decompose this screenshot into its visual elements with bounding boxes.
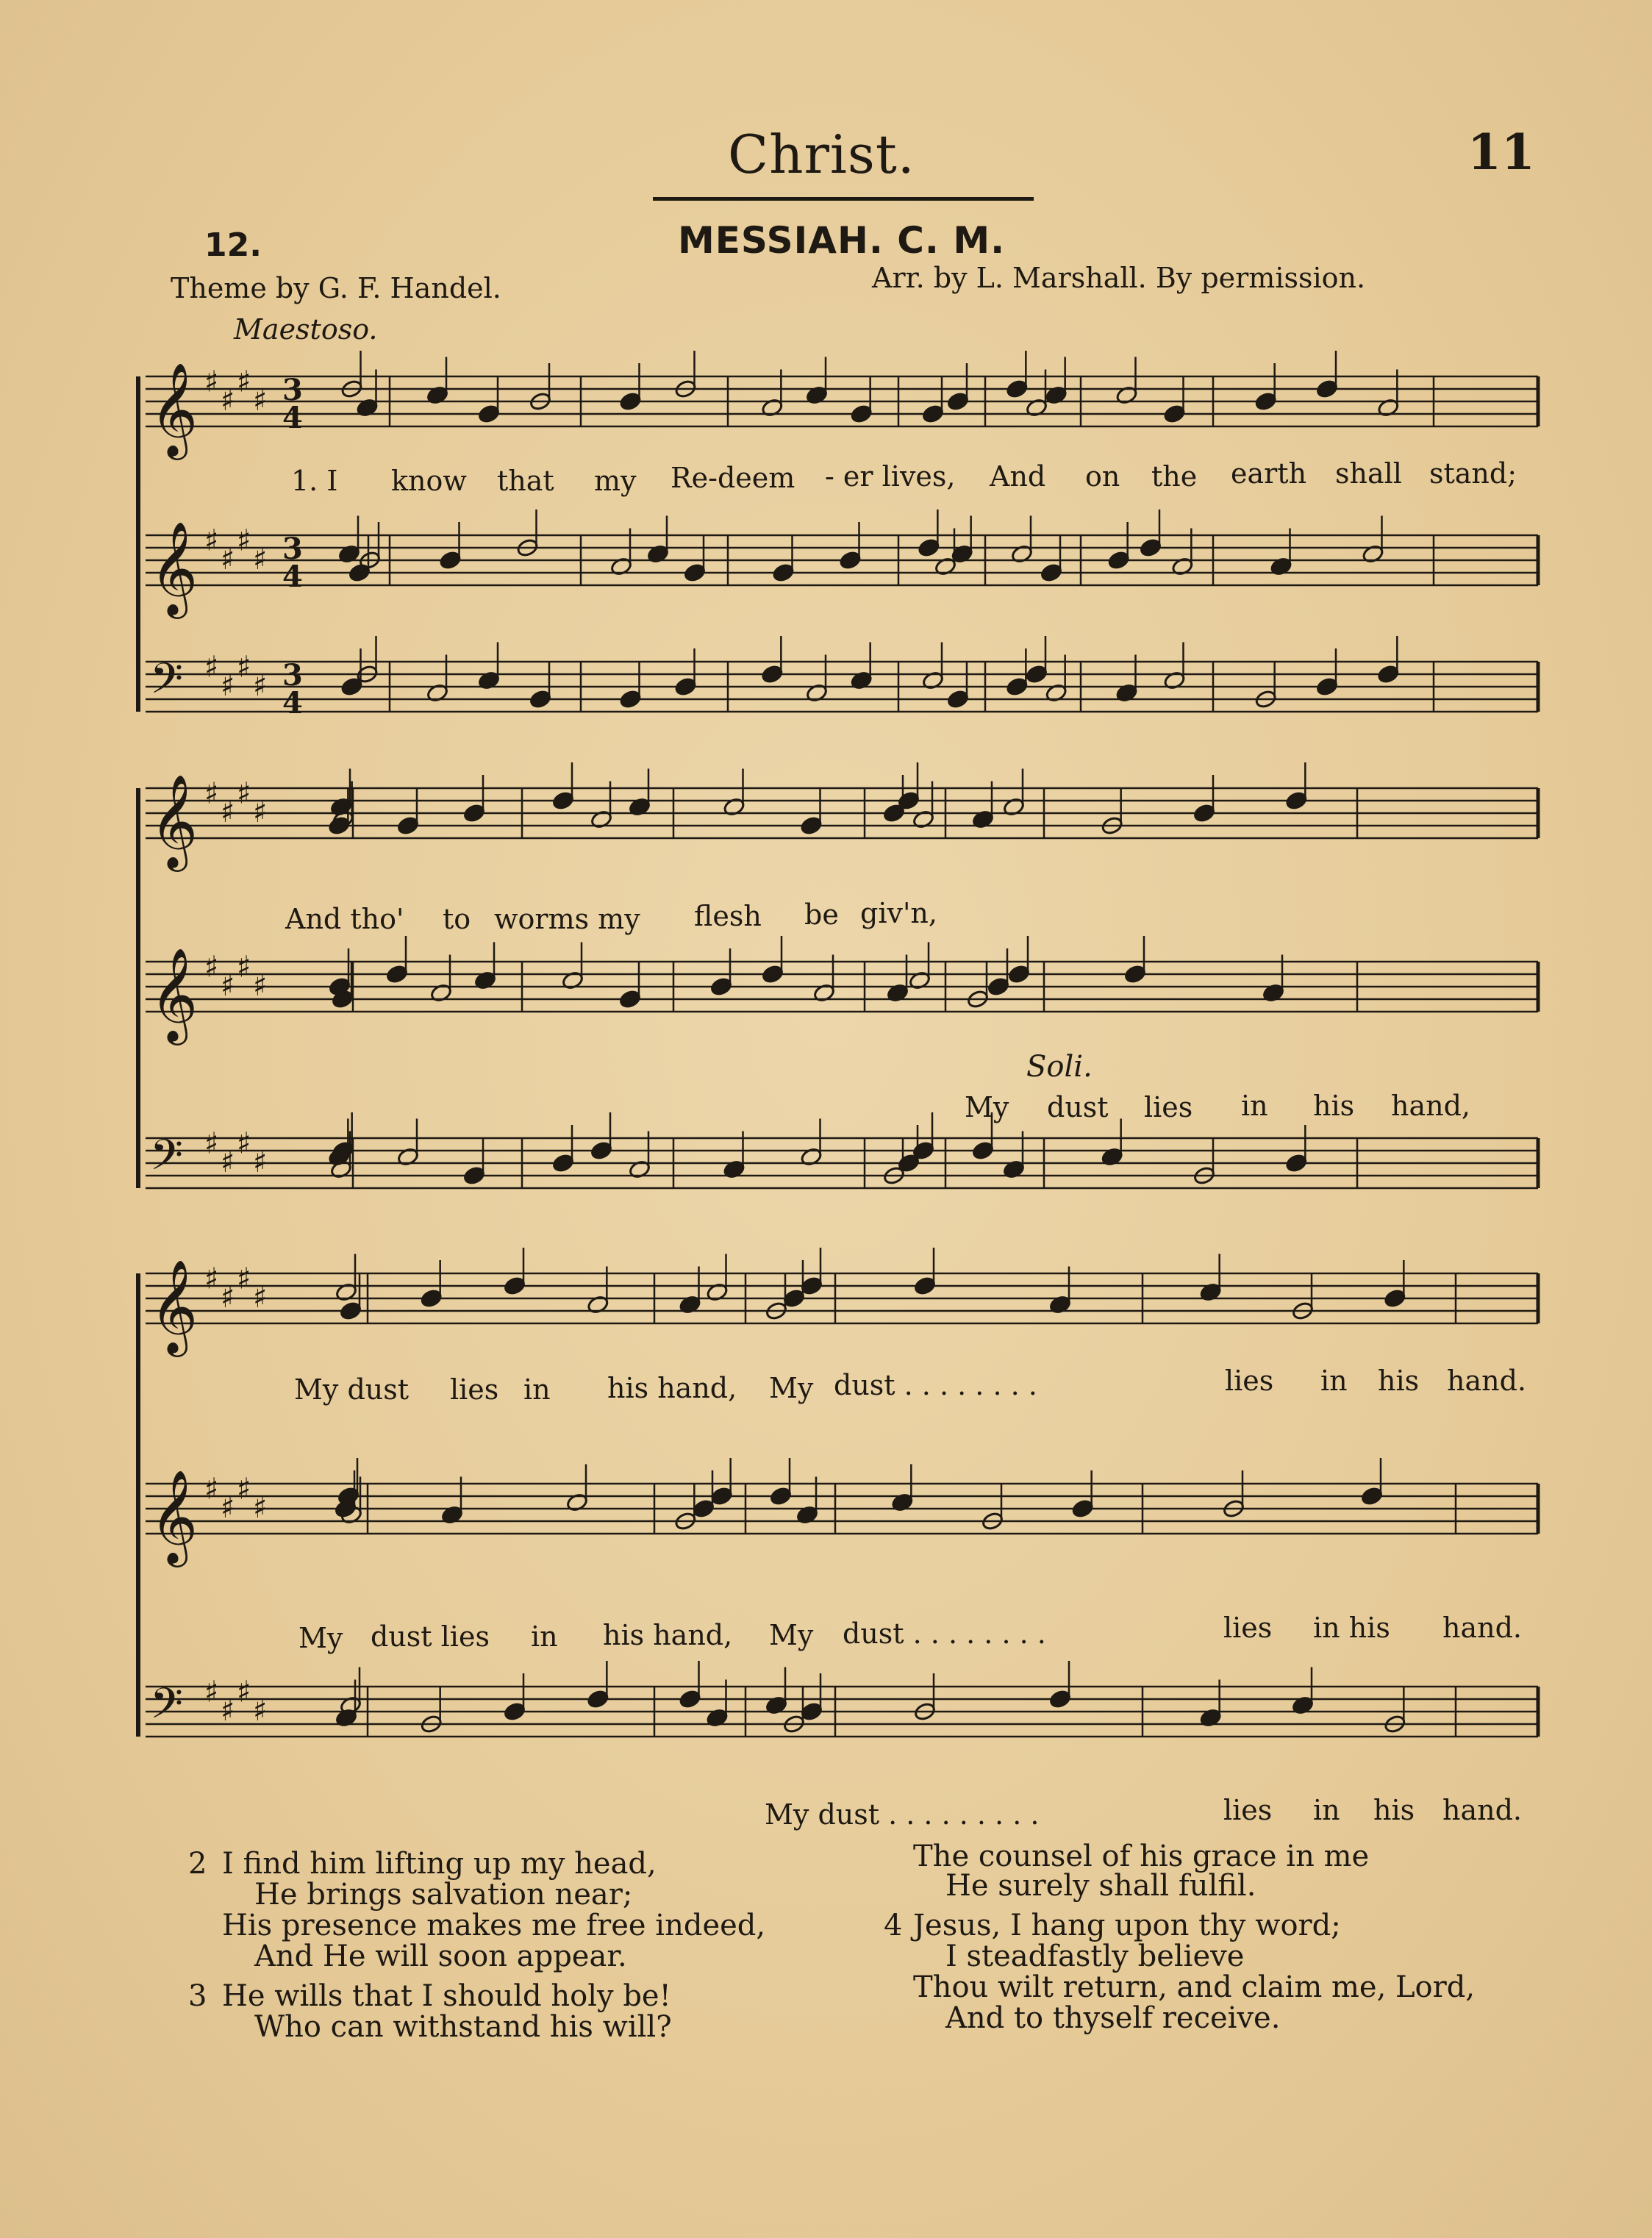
time-signature-bottom: 4 <box>282 686 303 721</box>
verse-number: 4 <box>884 1909 903 1942</box>
sharp-sign: ♯ <box>253 669 268 703</box>
lyric-word: be <box>804 898 839 931</box>
verse-line: Who can withstand his will? <box>254 2010 672 2044</box>
lyric-word: the <box>1151 460 1198 493</box>
lyric-word: his <box>1373 1794 1415 1826</box>
section-title: Christ. <box>728 124 915 185</box>
sharp-sign: ♯ <box>237 1675 251 1709</box>
sharp-sign: ♯ <box>253 384 268 418</box>
sharp-sign: ♯ <box>204 1472 219 1506</box>
lyric-word: flesh <box>694 900 762 932</box>
sharp-sign: ♯ <box>204 1675 219 1709</box>
sharp-sign: ♯ <box>237 650 251 684</box>
hymn-title: MESSIAH. C. M. <box>678 219 1006 262</box>
lyric-word: hand. <box>1442 1794 1523 1826</box>
time-signature-top: 3 <box>282 532 303 566</box>
sharp-sign: ♯ <box>237 523 251 558</box>
verse-line: And to thyself receive. <box>945 2001 1281 2035</box>
lyric-word: his <box>1313 1090 1355 1122</box>
lyric-word: dust <box>1047 1091 1109 1123</box>
sharp-sign: ♯ <box>204 365 219 399</box>
bass-clef: 𝄢 <box>150 654 184 714</box>
lyric-word: 1. I <box>291 465 338 497</box>
lyric-word: And tho' <box>285 903 404 935</box>
verse-line: He wills that I should holy be! <box>222 1979 671 2013</box>
sharp-sign: ♯ <box>221 1145 235 1179</box>
lyric-word: lies <box>1223 1794 1273 1826</box>
sharp-sign: ♯ <box>221 1491 235 1525</box>
lyric-word: My dust . . . . . . . . . <box>765 1798 1040 1831</box>
lyric-word: dust . . . . . . . . <box>834 1369 1037 1401</box>
sharp-sign: ♯ <box>204 523 219 558</box>
treble-clef: 𝄞 <box>150 773 199 868</box>
sharp-sign: ♯ <box>221 384 235 418</box>
lyric-word: lies <box>1223 1612 1273 1644</box>
lyric-word: his hand, <box>607 1372 737 1404</box>
sharp-sign: ♯ <box>253 1145 268 1179</box>
sharp-sign: ♯ <box>221 1281 235 1315</box>
lyric-word: his <box>1378 1365 1420 1397</box>
sharp-sign: ♯ <box>204 776 219 811</box>
lyric-word: My <box>298 1622 343 1654</box>
lyric-word: hand. <box>1442 1612 1523 1644</box>
sharp-sign: ♯ <box>221 543 235 576</box>
verse-number: 2 <box>188 1847 207 1881</box>
lyric-word: earth <box>1231 457 1307 490</box>
lyric-word: to <box>443 903 471 935</box>
verse-line: The counsel of his grace in me <box>913 1840 1370 1873</box>
lyric-word: know <box>391 465 467 497</box>
sharp-sign: ♯ <box>253 1491 268 1525</box>
lyric-word: in <box>1313 1794 1340 1826</box>
lyric-word: on <box>1085 460 1120 493</box>
sharp-sign: ♯ <box>253 1281 268 1315</box>
lyric-word: And <box>990 460 1046 493</box>
lyric-word: lies <box>1225 1365 1274 1397</box>
sharp-sign: ♯ <box>237 776 251 811</box>
verse-line: Jesus, I hang upon thy word; <box>913 1909 1341 1942</box>
sharp-sign: ♯ <box>237 1126 251 1161</box>
time-signature-top: 3 <box>282 658 303 693</box>
verse-line: I steadfastly believe <box>945 1940 1245 1973</box>
lyric-word: my <box>594 465 637 497</box>
bass-clef: 𝄢 <box>150 1678 184 1739</box>
sharp-sign: ♯ <box>237 365 251 399</box>
verse-line: I find him lifting up my head, <box>222 1847 657 1881</box>
sharp-sign: ♯ <box>221 1694 235 1728</box>
lyric-word: lies <box>450 1373 499 1406</box>
lyric-word: - er lives, <box>825 460 956 493</box>
lyric-word: in <box>531 1620 558 1653</box>
treble-clef: 𝄞 <box>150 1469 199 1563</box>
sharp-sign: ♯ <box>253 796 268 829</box>
lyric-word: My <box>769 1619 814 1651</box>
hymn-number: 12. <box>204 226 262 264</box>
verse-number: 3 <box>188 1979 207 2013</box>
lyric-word: hand, <box>1391 1090 1471 1122</box>
sharp-sign: ♯ <box>221 796 235 829</box>
verse-line: He brings salvation near; <box>254 1878 633 1912</box>
lyric-word: worms my <box>494 903 640 935</box>
verse-line: He surely shall fulfil. <box>945 1869 1256 1903</box>
lyric-word: stand; <box>1429 457 1517 490</box>
sharp-sign: ♯ <box>204 950 219 984</box>
time-signature-bottom: 4 <box>282 401 303 435</box>
lyric-word: in his <box>1313 1612 1390 1644</box>
verse-line: And He will soon appear. <box>254 1940 627 1973</box>
treble-clef: 𝄞 <box>150 521 199 615</box>
lyric-word: dust . . . . . . . . <box>843 1617 1046 1650</box>
composer-credit: Theme by G. F. Handel. <box>171 272 501 304</box>
sharp-sign: ♯ <box>204 650 219 684</box>
lyric-word: in <box>1241 1090 1268 1122</box>
lyric-word: My dust <box>294 1373 410 1406</box>
lyric-word: hand. <box>1447 1365 1527 1397</box>
verse-line: His presence makes me free indeed, <box>222 1909 766 1942</box>
bass-clef: 𝄢 <box>150 1130 184 1190</box>
lyric-word: giv'n, <box>860 897 937 929</box>
sharp-sign: ♯ <box>237 1262 251 1296</box>
lyric-word: in <box>1320 1365 1348 1397</box>
sharp-sign: ♯ <box>237 1472 251 1506</box>
lyric-word: lies <box>1144 1091 1193 1123</box>
tempo-marking: Maestoso. <box>234 313 378 346</box>
lyric-word: shall <box>1335 457 1402 490</box>
time-signature-top: 3 <box>282 373 303 407</box>
lyric-word: My <box>965 1091 1009 1123</box>
sharp-sign: ♯ <box>253 1694 268 1728</box>
verse-line: Thou wilt return, and claim me, Lord, <box>913 1970 1476 2004</box>
time-signature-bottom: 4 <box>282 560 303 594</box>
soli-marking: Soli. <box>1026 1050 1093 1084</box>
lyric-word: dust lies <box>371 1620 490 1653</box>
lyric-word: Re-deem <box>671 462 795 494</box>
sharp-sign: ♯ <box>253 969 268 1003</box>
lyric-word: his hand, <box>603 1619 733 1651</box>
sharp-sign: ♯ <box>253 543 268 576</box>
treble-clef: 𝄞 <box>150 1259 199 1353</box>
treble-clef: 𝄞 <box>150 947 199 1041</box>
arranger-credit: Arr. by L. Marshall. By permission. <box>872 262 1366 294</box>
treble-clef: 𝄞 <box>150 362 199 456</box>
lyric-word: My <box>769 1372 814 1404</box>
page-number: 11 <box>1467 124 1535 181</box>
sharp-sign: ♯ <box>204 1262 219 1296</box>
sharp-sign: ♯ <box>221 669 235 703</box>
lyric-word: in <box>523 1373 551 1406</box>
sharp-sign: ♯ <box>204 1126 219 1161</box>
sharp-sign: ♯ <box>221 969 235 1003</box>
lyric-word: that <box>497 465 554 497</box>
sharp-sign: ♯ <box>237 950 251 984</box>
